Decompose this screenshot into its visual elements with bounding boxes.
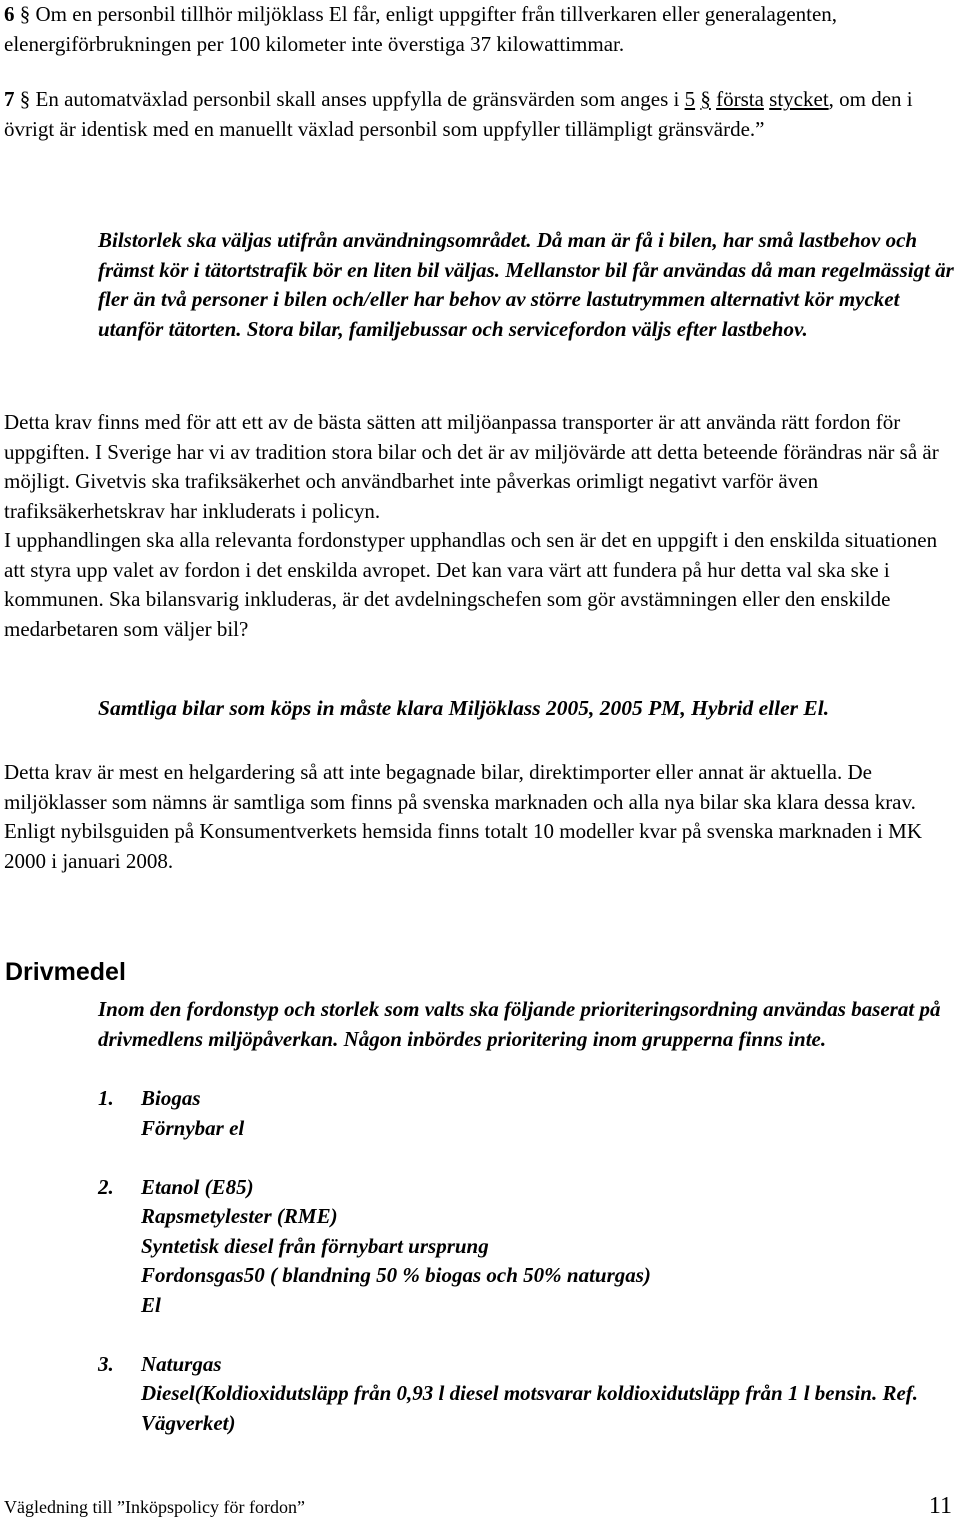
fuel-item: Diesel(Koldioxidutsläpp från 0,93 l diesel motsvarar koldioxidutsläpp från 1 l bensin. Ref. Vägverket) xyxy=(141,1381,919,1435)
fuel-item: Fordonsgas50 ( blandning 50 % biogas och 50% naturgas) xyxy=(141,1263,651,1287)
priority-number: 1. xyxy=(98,1086,114,1110)
priority-number: 3. xyxy=(98,1351,114,1376)
explanation-paragraph: Detta krav är mest en helgardering så att inte begagnade bilar, direktimporter eller annat är aktuella. De miljöklasser som nämns är samtliga som finns på svenska marknaden och alla nya bilar ska klara dessa krav. Enligt nybilsguiden på Konsumentverkets hemsida finns totalt 10 modeller kvar på svenska marknaden i MK 2000 i januari 2008. xyxy=(4,760,922,873)
explanation-paragraph: Detta krav finns med för att ett av de bästa sätten att miljöanpassa transporter är att använda rätt fordon för uppgiften. I Sverige har vi av tradition stora bilar och det är av miljövärde att detta beteende förändras när så är möjligt. Givetvis ska trafiksäkerhet och användbarhet inte påverkas orimligt negativt varför även trafiksäkerhetskrav har inkluderats i policyn. xyxy=(4,410,939,523)
fuel-item: Syntetisk diesel från förnybart ursprung xyxy=(141,1233,489,1258)
priority-items xyxy=(141,1350,956,1439)
fuel-item: Etanol (E85) xyxy=(141,1174,254,1199)
page-footer xyxy=(4,1493,952,1520)
footer-document-title: Vägledning till ”Inköpspolicy för fordon” xyxy=(4,1497,305,1517)
section-symbol: § xyxy=(19,2,31,26)
explanation-paragraph: I upphandlingen ska alla relevanta fordonstyper upphandlas och sen är det en uppgift i den enskilda situationen att styra upp valet av fordon i det enskilda avropet. Det kan vara värt att fundera på hur detta val ska ske i kommunen. Ska bilansvarig inkluderas, är det avdelningschefen som gör avstämningen eller den enskilde medarbetaren som väljer bil? xyxy=(4,528,938,641)
fuel-item: Förnybar el xyxy=(141,1115,245,1140)
paragraph-number: 7 xyxy=(4,87,15,111)
paragraph-text-continued: , om den i övrigt är identisk med en manuellt växlad personbil som uppfyller tillämpligt gränsvärde.” xyxy=(4,87,913,141)
page-number: 11 xyxy=(928,1493,952,1519)
explanation-environmental-class xyxy=(4,758,956,876)
requirement-text: Bilstorlek ska väljas utifrån användningsområdet. Då man är få i bilen, har små lastbehov och främst kör i tätortstrafik bör en liten bil väljas. Mellanstor bil får användas då man regelmässigt är fler än två personer i bilen och/eller har behov av större lastutrymmen alternativt kör mycket utanför tätorten. Stora bilar, familjebussar och servicefordon väljs efter lastbehov. xyxy=(98,228,954,341)
paragraph-number: 6 xyxy=(4,2,15,26)
reference-link-symbol[interactable]: § xyxy=(700,87,711,111)
paragraph-text: En automatväxlad personbil skall anses uppfylla de gränsvärden som anges i xyxy=(35,87,680,111)
priority-group-2 xyxy=(98,1173,956,1321)
reference-link-forsta[interactable]: första xyxy=(716,87,764,111)
fuel-priority-list xyxy=(98,1084,956,1438)
section-symbol: § xyxy=(19,87,31,111)
priority-items xyxy=(141,1173,651,1321)
requirement-environmental-class xyxy=(98,694,956,724)
priority-items xyxy=(141,1084,244,1143)
fuel-priority-intro xyxy=(98,995,956,1054)
fuel-item: Rapsmetylester (RME) xyxy=(141,1204,338,1228)
fuel-item: Naturgas xyxy=(141,1351,222,1376)
paragraph-6 xyxy=(4,0,956,59)
requirement-text: Samtliga bilar som köps in måste klara Miljöklass 2005, 2005 PM, Hybrid eller El. xyxy=(98,696,830,720)
paragraph-text: Om en personbil tillhör miljöklass El får, enligt uppgifter från tillverkaren eller generalagenten, elenergiförbrukningen per 100 kilometer inte överstiga 37 kilowattimmar. xyxy=(4,2,838,56)
priority-group-3 xyxy=(98,1350,956,1439)
priority-number: 2. xyxy=(98,1174,114,1199)
reference-link-stycket[interactable]: stycket xyxy=(769,87,829,111)
reference-link-number[interactable]: 5 xyxy=(684,87,696,111)
priority-group-1 xyxy=(98,1084,956,1143)
explanation-car-size xyxy=(4,408,956,644)
section-heading: Drivmedel xyxy=(5,958,126,986)
requirement-car-size xyxy=(98,226,956,344)
fuel-item: El xyxy=(141,1292,161,1317)
fuel-item: Biogas xyxy=(141,1086,201,1110)
fuel-intro-text: Inom den fordonstyp och storlek som valts ska följande prioriteringsordning användas baserat på drivmedlens miljöpåverkan. Någon inbördes prioritering inom grupperna finns inte. xyxy=(98,997,941,1051)
paragraph-7 xyxy=(4,85,956,144)
